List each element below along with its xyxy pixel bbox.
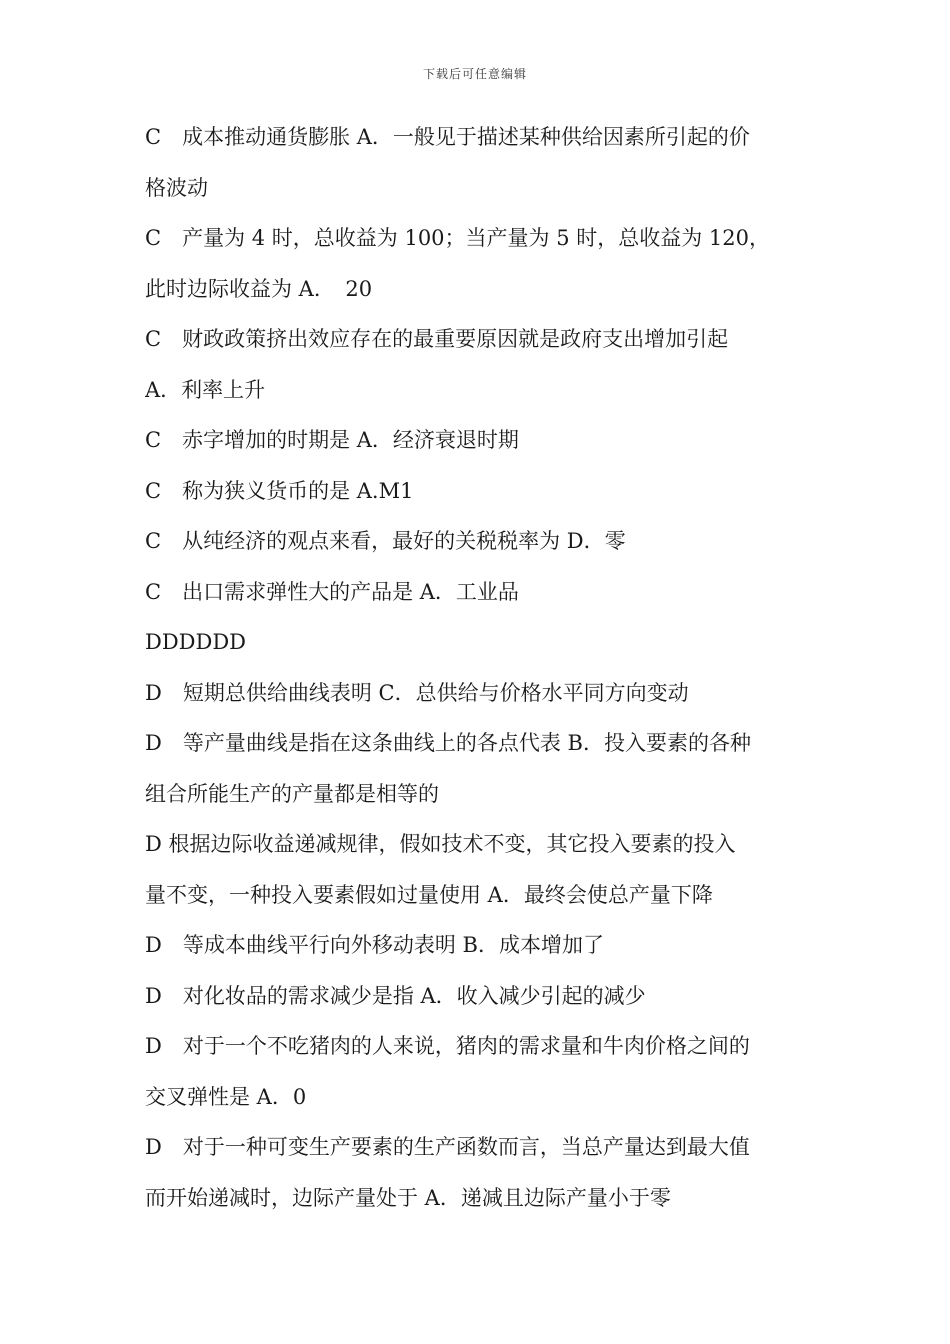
text-line: D 等产量曲线是指在这条曲线上的各点代表 B．投入要素的各种 xyxy=(145,731,751,755)
text-line: C 成本推动通货膨胀 A．一般见于描述某种供给因素所引起的价 xyxy=(145,125,750,149)
text-line: D 对化妆品的需求减少是指 A．收入减少引起的减少 xyxy=(145,983,646,1008)
text-line: C 产量为 4 时，总收益为 100；当产量为 5 时，总收益为 120， xyxy=(145,226,771,250)
text-line: D 等成本曲线平行向外移动表明 B．成本增加了 xyxy=(145,933,604,957)
document-body xyxy=(145,112,815,1223)
text-line: 此时边际收益为 A． 20 xyxy=(145,276,373,301)
text-line: C 从纯经济的观点来看，最好的关税税率为 D．零 xyxy=(145,529,626,553)
section-marker: DDDDDD xyxy=(145,630,247,654)
text-line: C 出口需求弹性大的产品是 A．工业品 xyxy=(145,579,519,604)
text-line: D 对于一种可变生产要素的生产函数而言，当总产量达到最大值 xyxy=(145,1135,750,1159)
text-line: C 称为狭义货币的是 A.M1 xyxy=(145,478,414,503)
text-line: 量不变，一种投入要素假如过量使用 A．最终会使总产量下降 xyxy=(145,882,713,907)
text-line: C 财政政策挤出效应存在的最重要原因就是政府支出增加引起 xyxy=(145,327,729,351)
text-line: 交叉弹性是 A．0 xyxy=(145,1084,307,1109)
text-line: 而开始递减时，边际产量处于 A．递减且边际产量小于零 xyxy=(145,1185,671,1210)
text-line: 组合所能生产的产量都是相等的 xyxy=(145,781,439,806)
text-line: A．利率上升 xyxy=(145,377,266,402)
text-line: D 根据边际收益递减规律，假如技术不变，其它投入要素的投入 xyxy=(145,832,736,856)
page-header: 下载后可任意编辑 xyxy=(422,67,527,81)
text-line: 格波动 xyxy=(145,175,208,200)
text-line: C 赤字增加的时期是 A．经济衰退时期 xyxy=(145,428,519,452)
text-line: D 短期总供给曲线表明 C．总供给与价格水平同方向变动 xyxy=(145,680,689,705)
text-line: D 对于一个不吃猪肉的人来说，猪肉的需求量和牛肉价格之间的 xyxy=(145,1034,750,1058)
